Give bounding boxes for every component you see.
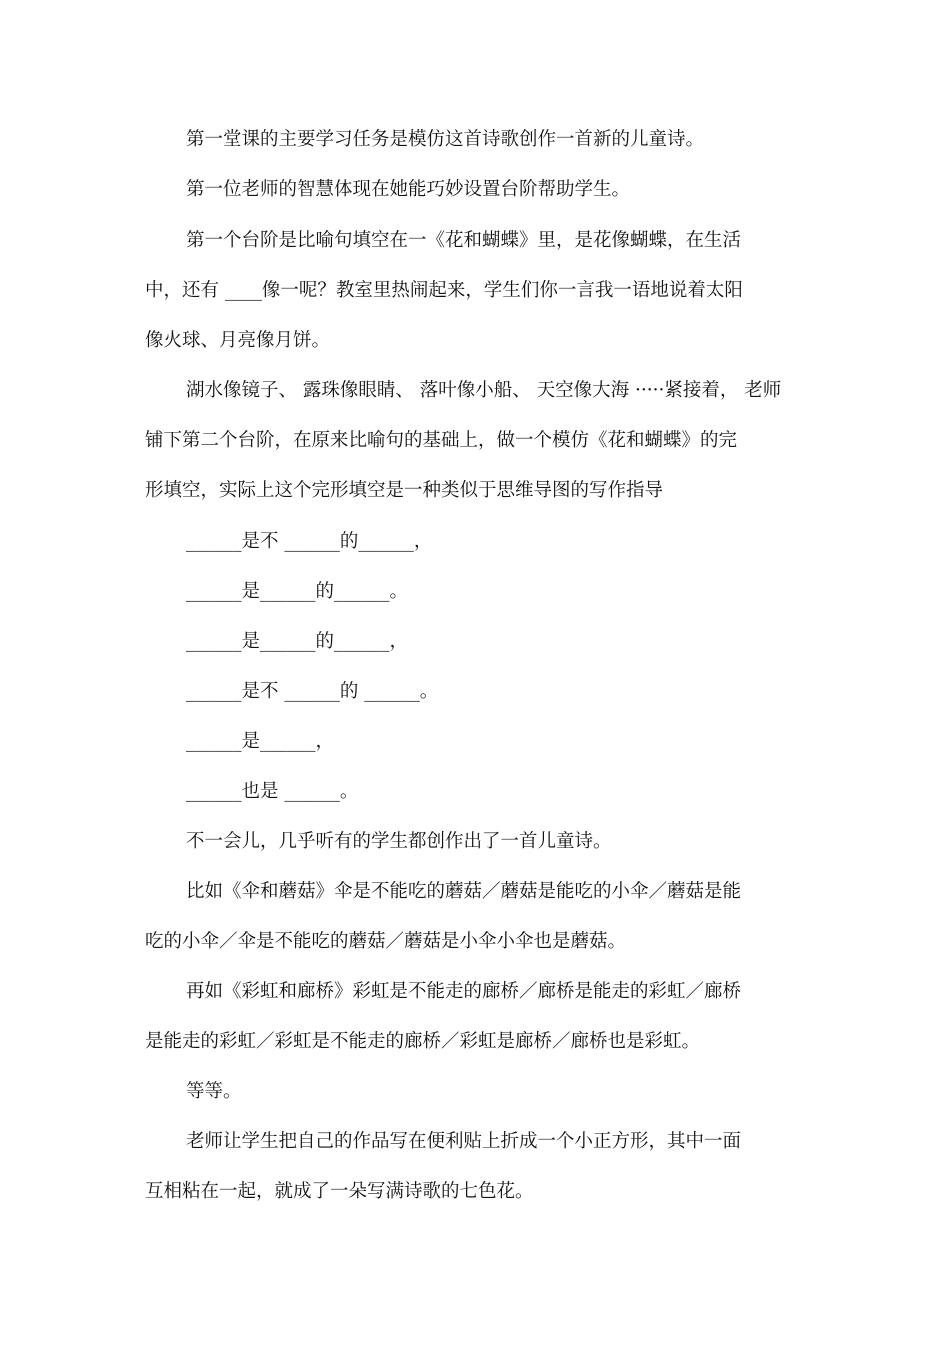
paragraph-line: 等等。 — [186, 1081, 242, 1102]
paragraph-line: 第一个台阶是比喻句填空在一《花和蝴蝶》里，是花像蝴蝶，在生活 — [186, 230, 742, 251]
fill-blank-line: ______是______的______， — [186, 631, 409, 652]
paragraph-line: 第一位老师的智慧体现在她能巧妙设置台阶帮助学生。 — [186, 179, 631, 200]
fill-blank-line: ______是______的______。 — [186, 581, 409, 602]
paragraph-line: 是能走的彩虹／彩虹是不能走的廊桥／彩虹是廊桥／廊桥也是彩虹。 — [145, 1031, 701, 1052]
paragraph-line: 第一堂课的主要学习任务是模仿这首诗歌创作一首新的儿童诗。 — [186, 129, 705, 150]
paragraph-line: 比如《伞和蘑菇》伞是不能吃的蘑菇／蘑菇是能吃的小伞／蘑菇是能 — [186, 881, 742, 902]
paragraph-line: 不一会儿，几乎听有的学生都创作出了一首儿童诗。 — [186, 831, 612, 852]
paragraph-line: 形填空，实际上这个完形填空是一种类似于思维导图的写作指导 — [145, 480, 664, 501]
paragraph-line: 像火球、月亮像月饼。 — [145, 330, 331, 351]
paragraph-line: 中，还有 ____像一呢？教室里热闹起来，学生们你一言我一语地说着太阳 — [145, 280, 743, 301]
paragraph-line: 湖水像镜子、 露珠像眼睛、 落叶像小船、 天空像大海 ·····紧接着， 老师 — [186, 380, 782, 401]
fill-blank-line: ______也是 ______。 — [186, 781, 359, 802]
paragraph-line: 铺下第二个台阶，在原来比喻句的基础上，做一个模仿《花和蝴蝶》的完 — [145, 430, 738, 451]
fill-blank-line: ______是______， — [186, 731, 335, 752]
fill-blank-line: ______是不 ______的______， — [186, 531, 433, 552]
paragraph-line: 吃的小伞／伞是不能吃的蘑菇／蘑菇是小伞小伞也是蘑菇。 — [145, 931, 627, 952]
paragraph-line: 再如《彩虹和廊桥》彩虹是不能走的廊桥／廊桥是能走的彩虹／廊桥 — [186, 981, 742, 1002]
fill-blank-line: ______是不 ______的 ______。 — [186, 681, 439, 702]
paragraph-line: 互相粘在一起，就成了一朵写满诗歌的七色花。 — [145, 1181, 534, 1202]
paragraph-line: 老师让学生把自己的作品写在便利贴上折成一个小正方形，其中一面 — [186, 1131, 742, 1152]
